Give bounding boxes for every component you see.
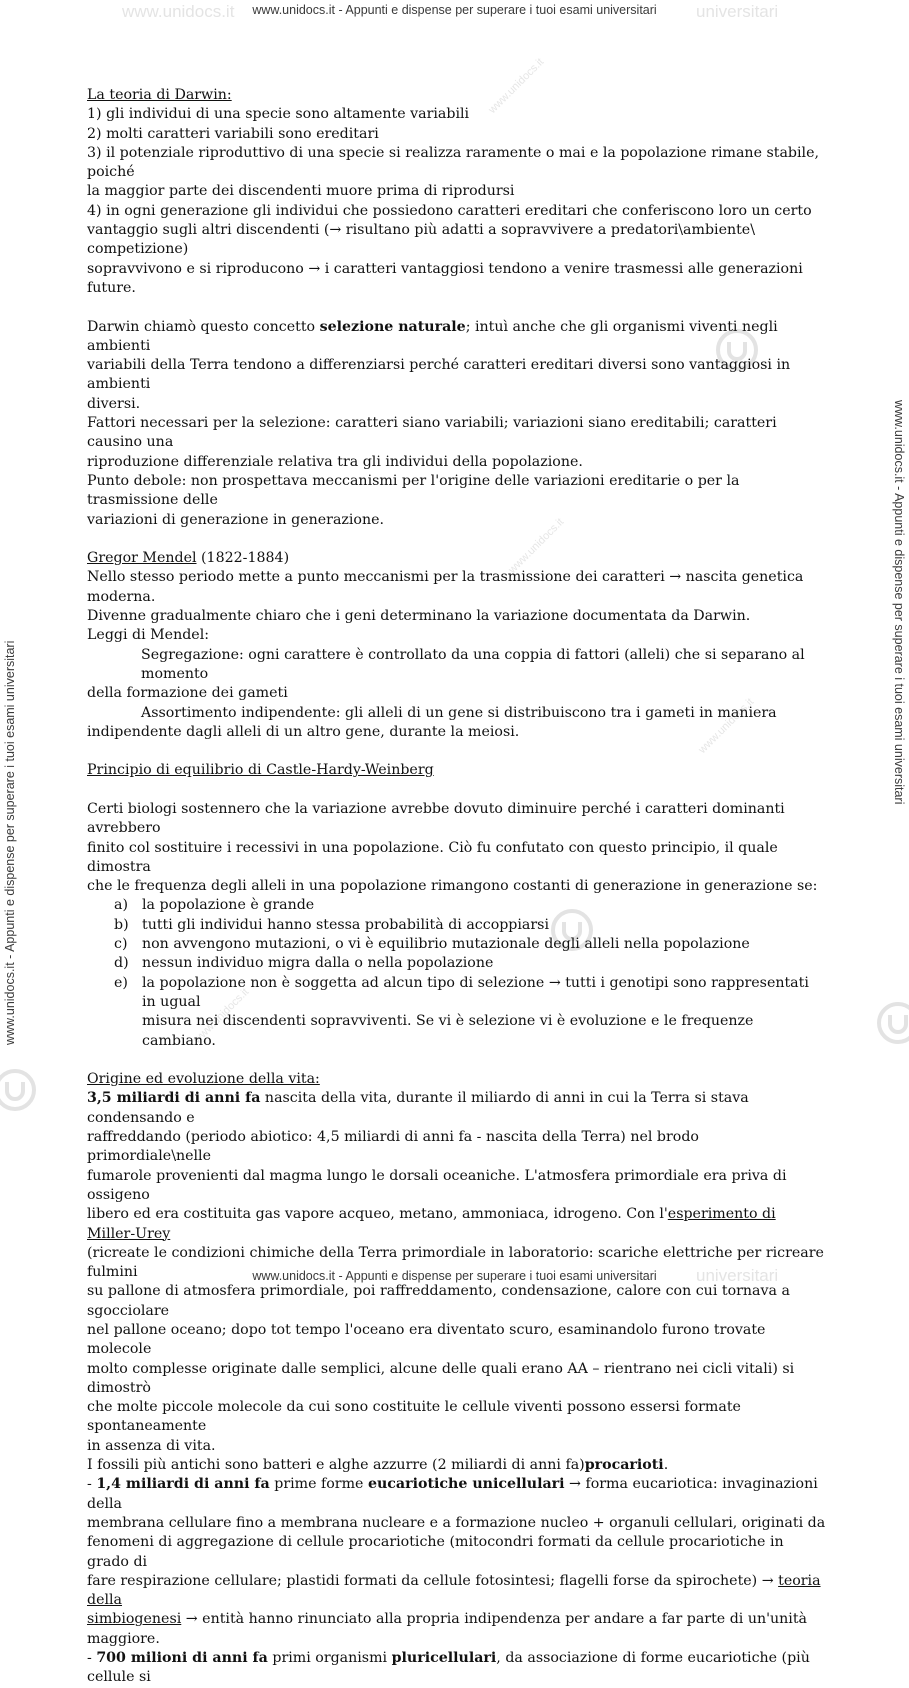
paragraph-line xyxy=(87,1089,827,1128)
paragraph-line: 2) molti caratteri variabili sono ereditari xyxy=(87,125,379,142)
text-run: - xyxy=(87,1650,97,1667)
paragraph-line: Punto debole: non prospettava meccanismi per l'origine delle variazioni ereditarie o per la trasmissione delle xyxy=(87,472,740,509)
watermark-diagonal: www.unidocs.it xyxy=(506,516,567,576)
paragraph-line: variabili della Terra tendono a differenziarsi perché caratteri ereditari diversi sono vantaggiosi in ambienti xyxy=(87,357,791,393)
term-date: 1,4 miliardi di anni fa xyxy=(96,1476,270,1493)
watermark-logo-icon xyxy=(0,1065,40,1115)
paragraph-line: la maggior parte dei discendenti muore prima di riprodursi xyxy=(87,183,515,200)
side-banner-right: www.unidocs.it - Appunti e dispense per superare i tuoi esami universitari xyxy=(892,400,906,805)
paragraph-line: Segregazione: ogni carattere è controllato da una coppia di fattori (alleli) che si separano al momento xyxy=(141,646,805,682)
mendel-name: Gregor Mendel xyxy=(87,550,197,567)
term-teoria-della: teoria della xyxy=(87,1572,821,1609)
list-marker: c) xyxy=(114,936,128,953)
term-pluricellulari: pluricellulari xyxy=(391,1650,497,1667)
paragraph-line: indipendente dagli alleli di un altro gene, durante la meiosi. xyxy=(87,723,520,740)
term-selezione-naturale: selezione naturale xyxy=(319,318,466,335)
watermark-faint-bottom-right: universitari xyxy=(696,1266,779,1285)
section-title-mendel xyxy=(87,549,827,568)
list-item-text: misura nei discendenti sopravviventi. Se vi è selezione vi è evoluzione e le frequenze cambiano. xyxy=(142,1013,754,1049)
list-marker: d) xyxy=(114,955,129,972)
list-item xyxy=(87,916,827,935)
paragraph-line: riproduzione differenziale relativa tra gli individui della popolazione. xyxy=(87,453,583,470)
list-item-text: la popolazione non è soggetta ad alcun tipo di selezione → tutti i genotipi sono rappresentati in ugual xyxy=(142,974,809,1010)
text-run: → entità hanno rinunciato alla propria indipendenza per andare a far parte di un'unità xyxy=(181,1611,807,1628)
paragraph-line: su pallone di atmosfera primordiale, poi raffreddamento, condensazione, calore con cui tornava a sgocciolare xyxy=(87,1283,790,1319)
side-banner-left: www.unidocs.it - Appunti e dispense per superare i tuoi esami universitari xyxy=(3,640,17,1045)
term-miller-urey: esperimento di Miller-Urey xyxy=(87,1206,776,1242)
text-run: ; intuì anche che gli organismi viventi negli ambienti xyxy=(87,318,778,354)
list-marker: b) xyxy=(114,916,129,933)
paragraph-line xyxy=(87,1456,827,1475)
paragraph-line xyxy=(87,1649,827,1688)
document-body xyxy=(87,86,827,1688)
list-marker: e) xyxy=(114,974,128,991)
term-date: 700 milioni di anni fa xyxy=(96,1650,268,1667)
list-item-text: la popolazione è grande xyxy=(142,897,315,914)
term-simbiogenesi: simbiogenesi xyxy=(87,1611,182,1628)
text-run: . xyxy=(663,1457,669,1474)
list-marker: a) xyxy=(114,897,128,914)
paragraph-line: che molte piccole molecole da cui sono costituite le cellule viventi possono essersi formate spontaneamente xyxy=(87,1399,741,1435)
text-run: Darwin chiamò questo concetto xyxy=(87,318,320,335)
text-run: → forma eucariotica: invaginazioni della xyxy=(87,1476,818,1512)
list-item xyxy=(87,896,827,915)
paragraph-line: che le frequenza degli alleli in una popolazione rimangono costanti di generazione in generazione se: xyxy=(87,878,818,895)
text-run: primi organismi xyxy=(267,1650,392,1667)
text-run: prime forme xyxy=(269,1476,368,1493)
list-item xyxy=(87,954,827,973)
paragraph-line: diversi. xyxy=(87,395,141,412)
paragraph-line: membrana cellulare fino a membrana nucleare e a formazione nucleo + organuli cellulari, originati da xyxy=(87,1514,826,1531)
paragraph-line: molto complesse originate dalle semplici, alcune delle quali erano AA – rientrano nei cicli vitali) si dimostrò xyxy=(87,1360,795,1396)
section-title-origine: Origine ed evoluzione della vita: xyxy=(87,1071,320,1088)
paragraph-line: Leggi di Mendel: xyxy=(87,627,210,644)
paragraph-line xyxy=(87,1205,827,1244)
paragraph-line: Certi biologi sostennero che la variazione avrebbe dovuto diminuire perché i caratteri dominanti avrebbero xyxy=(87,800,785,837)
paragraph-line: Fattori necessari per la selezione: caratteri siano variabili; variazioni siano ereditabili; caratteri causino una xyxy=(87,415,777,451)
watermark-diagonal: www.unidocs.it xyxy=(696,696,757,756)
watermark-diagonal: www.unidocs.it xyxy=(486,56,547,116)
header-banner: www.unidocs.it - Appunti e dispense per superare i tuoi esami universitari xyxy=(252,3,657,17)
paragraph-line: fumarole provenienti dal magma lungo le dorsali oceaniche. L'atmosfera primordiale era priva di ossigeno xyxy=(87,1167,787,1203)
paragraph-line: Nello stesso periodo mette a punto meccanismi per la trasmissione dei caratteri → nascita genetica moderna. xyxy=(87,569,804,605)
paragraph-line: in assenza di vita. xyxy=(87,1437,216,1454)
paragraph-line: della formazione dei gameti xyxy=(87,685,288,702)
paragraph-line xyxy=(87,318,827,357)
list-item-text: tutti gli individui hanno stessa probabilità di accoppiarsi xyxy=(142,916,549,933)
paragraph-line: finito col sostituire i recessivi in una popolazione. Ciò fu confutato con questo principio, il quale dimostra xyxy=(87,839,778,875)
paragraph-line xyxy=(87,1475,827,1514)
paragraph-line xyxy=(87,1610,827,1629)
paragraph-line: 3) il potenziale riproduttivo di una specie si realizza raramente o mai e la popolazione rimane stabile, poiché xyxy=(87,144,819,181)
watermark-faint-top-right: universitari xyxy=(696,2,779,21)
list-item-text: non avvengono mutazioni, o vi è equilibrio mutazionale degli alleli nella popolazione xyxy=(142,936,750,953)
paragraph-line: (ricreate le condizioni chimiche della Terra primordiale in laboratorio: scariche elettriche per ricreare fulmini xyxy=(87,1244,824,1281)
paragraph-line: Divenne gradualmente chiaro che i geni determinano la variazione documentata da Darwin. xyxy=(87,608,751,625)
text-run: I fossili più antichi sono batteri e alghe azzurre (2 miliardi di anni fa) xyxy=(87,1457,585,1474)
paragraph-line: 1) gli individui di una specie sono altamente variabili xyxy=(87,106,470,123)
paragraph-line: nel pallone oceano; dopo tot tempo l'oceano era diventato scuro, esaminandolo furono trovate molecole xyxy=(87,1322,766,1358)
paragraph-line: variazioni di generazione in generazione. xyxy=(87,511,385,528)
list-item xyxy=(87,974,827,1051)
term-eucariotiche: eucariotiche unicellulari xyxy=(367,1476,565,1493)
section-title-darwin: La teoria di Darwin: xyxy=(87,87,232,103)
paragraph-line xyxy=(87,1572,827,1611)
watermark-logo-icon xyxy=(873,998,909,1048)
watermark-faint-top-left: www.unidocs.it xyxy=(122,2,235,21)
term-procarioti: procarioti xyxy=(584,1457,664,1474)
paragraph-line: 4) in ogni generazione gli individui che possiedono caratteri ereditari che conferiscono loro un certo xyxy=(87,202,812,219)
term-date: 3,5 miliardi di anni fa xyxy=(87,1090,261,1107)
text-run: nascita della vita, durante il miliardo di anni in cui la Terra si stava condensando e xyxy=(87,1090,749,1126)
text-run: , da associazione di forme eucariotiche (più cellule si xyxy=(87,1650,810,1686)
mendel-dates: (1822-1884) xyxy=(196,550,290,567)
list-item-text: nessun individuo migra dalla o nella popolazione xyxy=(142,955,494,972)
paragraph-line: Assortimento indipendente: gli alleli di un gene si distribuiscono tra i gameti in maniera xyxy=(141,704,777,721)
paragraph-line: sopravvivono e si riproducono → i caratteri vantaggiosi tendono a venire trasmessi alle generazioni future. xyxy=(87,260,803,296)
paragraph-line: vantaggio sugli altri discendenti (→ risultano più adatti a sopravvivere a predatori\ambiente\ competizione) xyxy=(87,222,755,258)
footer-banner: www.unidocs.it - Appunti e dispense per superare i tuoi esami universitari xyxy=(252,1269,657,1283)
list-item xyxy=(87,935,827,954)
paragraph-line: maggiore. xyxy=(87,1630,160,1647)
text-run: libero ed era costituita gas vapore acqueo, metano, ammoniaca, idrogeno. Con l' xyxy=(87,1206,668,1223)
section-title-hardy-weinberg: Principio di equilibrio di Castle-Hardy-Weinberg xyxy=(87,762,434,779)
text-run: fare respirazione cellulare; plastidi formati da cellule fotosintesi; flagelli forse da spirochete) → xyxy=(87,1572,779,1589)
paragraph-line: raffreddando (periodo abiotico: 4,5 miliardi di anni fa - nascita della Terra) nel brodo primordiale\nelle xyxy=(87,1129,699,1165)
conditions-list xyxy=(87,896,827,1050)
paragraph-line: fenomeni di aggregazione di cellule procariotiche (mitocondri formati da cellule procariotiche in grado di xyxy=(87,1534,784,1570)
watermark-diagonal: www.unidocs.it xyxy=(191,986,252,1046)
text-run: - xyxy=(87,1476,97,1493)
